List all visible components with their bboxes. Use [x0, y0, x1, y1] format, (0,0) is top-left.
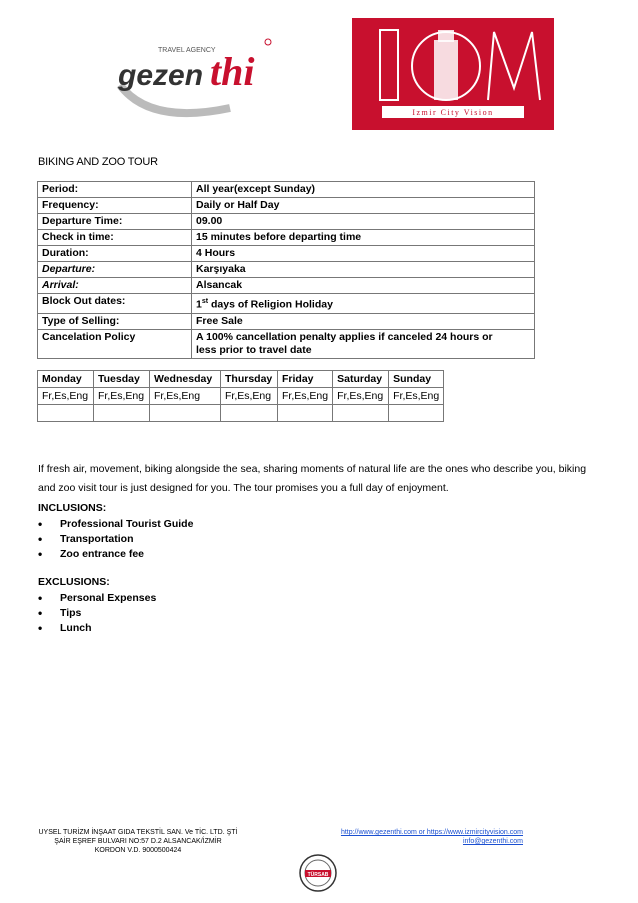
info-value: 1st days of Religion Holiday: [192, 294, 535, 314]
table-row: [38, 278, 535, 294]
language-cell: Fr,Es,Eng: [278, 388, 333, 405]
info-value: 09.00: [192, 214, 535, 230]
list-item: • Tips: [38, 606, 156, 621]
info-key: Period:: [38, 182, 192, 198]
language-cell: Fr,Es,Eng: [94, 388, 150, 405]
svg-text:thi: thi: [210, 49, 255, 94]
language-cell: Fr,Es,Eng: [221, 388, 278, 405]
logo-tagline: TRAVEL AGENCY: [158, 47, 216, 54]
day-header: Friday: [278, 371, 333, 388]
table-row: [38, 182, 535, 198]
contact-links: [300, 828, 523, 846]
day-header: Sunday: [389, 371, 444, 388]
day-header: Wednesday: [150, 371, 221, 388]
language-cell: Fr,Es,Eng: [389, 388, 444, 405]
tursab-seal-icon: [298, 853, 338, 893]
day-header: Thursday: [221, 371, 278, 388]
info-key: Cancelation Policy: [38, 329, 192, 358]
company-address: UYSEL TURİZM İNŞAAT GIDA TEKSTİL SAN. Ve TİC. LTD. ŞTİ ŞAİR EŞREF BULVARI NO:57 D.2 ALSANCAK/İZMİR KORDON V.D. 9000500424: [38, 829, 238, 854]
table-row: [38, 246, 535, 262]
table-row: [38, 294, 535, 314]
table-row: [38, 230, 535, 246]
language-cell: Fr,Es,Eng: [38, 388, 94, 405]
table-row: [38, 405, 444, 422]
table-row: [38, 371, 444, 388]
exclusions-title: EXCLUSIONS:: [38, 576, 110, 588]
info-value: 15 minutes before departing time: [192, 230, 535, 246]
language-cell: Fr,Es,Eng: [333, 388, 389, 405]
inclusions-title: INCLUSIONS:: [38, 502, 107, 514]
table-row: [38, 262, 535, 278]
info-key: Departure:: [38, 262, 192, 278]
list-item: • Transportation: [38, 532, 193, 547]
empty-cell: [389, 405, 444, 422]
website-link[interactable]: http://www.gezenthi.com or https://www.izmircityvision.com: [340, 829, 523, 836]
tour-title: BIKING AND ZOO TOUR: [38, 156, 158, 168]
info-value: Karşıyaka: [192, 262, 535, 278]
info-key: Type of Selling:: [38, 313, 192, 329]
izmir-city-vision-logo: [352, 18, 554, 130]
svg-text:gezen: gezen: [118, 59, 204, 92]
day-header: Saturday: [333, 371, 389, 388]
info-key: Frequency:: [38, 198, 192, 214]
tour-info-table: [37, 181, 535, 359]
info-value: All year(except Sunday): [192, 182, 535, 198]
info-value: 4 Hours: [192, 246, 535, 262]
list-item: • Lunch: [38, 621, 156, 636]
svg-text:TÜRSAB: TÜRSAB: [307, 871, 329, 878]
list-item: • Zoo entrance fee: [38, 547, 193, 562]
empty-cell: [221, 405, 278, 422]
day-header: Tuesday: [94, 371, 150, 388]
info-value: Free Sale: [192, 313, 535, 329]
info-value: Daily or Half Day: [192, 198, 535, 214]
tour-description: If fresh air, movement, biking alongside the sea, sharing moments of natural life are the ones who describe you, biking and zoo visit tour is just designed for you. The tour promises you a full day of enjoyment.: [38, 463, 587, 494]
gezenthi-logo: [110, 30, 285, 120]
schedule-table: [37, 370, 444, 422]
table-row: [38, 313, 535, 329]
info-key: Departure Time:: [38, 214, 192, 230]
list-item: • Personal Expenses: [38, 591, 156, 606]
info-key: Duration:: [38, 246, 192, 262]
table-row: [38, 214, 535, 230]
info-key: Check in time:: [38, 230, 192, 246]
inclusions-section: [38, 502, 193, 562]
svg-text:Izmir City Vision: Izmir City Vision: [412, 108, 494, 117]
info-value: Alsancak: [192, 278, 535, 294]
empty-cell: [38, 405, 94, 422]
empty-cell: [278, 405, 333, 422]
empty-cell: [333, 405, 389, 422]
empty-cell: [94, 405, 150, 422]
language-cell: Fr,Es,Eng: [150, 388, 221, 405]
table-row: [38, 329, 535, 358]
exclusions-section: [38, 576, 156, 636]
info-key: Block Out dates:: [38, 294, 192, 314]
list-item: • Professional Tourist Guide: [38, 517, 193, 532]
table-row: [38, 388, 444, 405]
email-link[interactable]: info@gezenthi.com: [462, 838, 523, 845]
day-header: Monday: [38, 371, 94, 388]
table-row: [38, 198, 535, 214]
empty-cell: [150, 405, 221, 422]
info-value: A 100% cancellation penalty applies if canceled 24 hours or less prior to travel date: [192, 329, 535, 358]
info-key: Arrival:: [38, 278, 192, 294]
